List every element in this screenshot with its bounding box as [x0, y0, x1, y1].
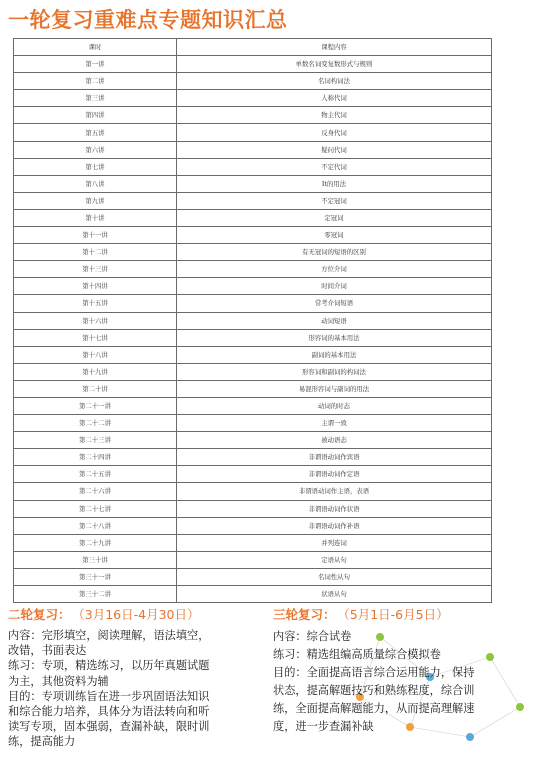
table-row	[14, 278, 492, 295]
table-row	[14, 415, 492, 432]
third-round-title	[273, 605, 498, 623]
lesson-cell: 第八讲	[14, 175, 177, 192]
lesson-cell: 第二十九讲	[14, 534, 177, 551]
table-row	[14, 500, 492, 517]
third-round-dates: （5月1日-6月5日）	[343, 607, 449, 622]
lesson-cell: 第七讲	[14, 158, 177, 175]
content-cell: 不定冠词	[177, 192, 492, 209]
content-cell: 形容词的基本用法	[177, 329, 492, 346]
table-row	[14, 107, 492, 124]
second-round-review	[8, 605, 270, 750]
lesson-cell: 第十三讲	[14, 261, 177, 278]
content-cell: 非谓语动词作主语，表语	[177, 483, 492, 500]
third-round-review	[273, 605, 498, 736]
lesson-cell: 第十讲	[14, 209, 177, 226]
lesson-cell: 第九讲	[14, 192, 177, 209]
review2-line: 为主，其他资料为辅	[8, 674, 109, 688]
content-cell: It的用法	[177, 175, 492, 192]
content-cell: 动词的时态	[177, 397, 492, 414]
lesson-cell: 第十七讲	[14, 329, 177, 346]
course-table	[13, 38, 492, 603]
review3-line: 目的：全面提高语言综合运用能力，保持	[273, 666, 475, 679]
lesson-cell: 第十二讲	[14, 244, 177, 261]
content-cell: 主谓一致	[177, 415, 492, 432]
table-row	[14, 158, 492, 175]
content-cell: 物主代词	[177, 107, 492, 124]
second-round-title	[8, 605, 270, 623]
table-row	[14, 346, 492, 363]
review3-line: 练，全面提高解题能力，从而提高理解速	[273, 702, 475, 715]
content-cell: 零冠词	[177, 227, 492, 244]
table-row	[14, 397, 492, 414]
lesson-cell: 第二讲	[14, 73, 177, 90]
lesson-cell: 第二十三讲	[14, 432, 177, 449]
table-row	[14, 432, 492, 449]
second-round-dates: （3月16日-4月30日）	[78, 607, 200, 622]
table-row	[14, 517, 492, 534]
lesson-cell: 第十四讲	[14, 278, 177, 295]
table-row	[14, 329, 492, 346]
lesson-cell: 第二十八讲	[14, 517, 177, 534]
content-cell: 名词性从句	[177, 568, 492, 585]
third-round-body	[273, 628, 498, 736]
lesson-cell: 第十八讲	[14, 346, 177, 363]
content-cell: 非谓语动词作补语	[177, 517, 492, 534]
table-row	[14, 124, 492, 141]
table-row	[14, 312, 492, 329]
lesson-cell: 第二十六讲	[14, 483, 177, 500]
table-row	[14, 141, 492, 158]
content-cell: 定语从句	[177, 551, 492, 568]
table-row	[14, 227, 492, 244]
table-row	[14, 209, 492, 226]
content-cell: 动词短语	[177, 312, 492, 329]
table-row	[14, 73, 492, 90]
lesson-cell: 第二十七讲	[14, 500, 177, 517]
lesson-cell: 第三十一讲	[14, 568, 177, 585]
content-cell: 方位介词	[177, 261, 492, 278]
table-row	[14, 192, 492, 209]
review2-line: 练习：专项，精选练习，以历年真题试题	[8, 659, 210, 673]
review2-line: 练，提高能力	[8, 735, 76, 749]
second-round-heading: 二轮复习：	[8, 607, 71, 622]
table-row	[14, 90, 492, 107]
lesson-cell: 第一讲	[14, 56, 177, 73]
lesson-cell: 第四讲	[14, 107, 177, 124]
content-cell: 反身代词	[177, 124, 492, 141]
content-cell: 名词构词法	[177, 73, 492, 90]
lesson-cell: 第二十讲	[14, 380, 177, 397]
content-cell: 非谓语动词作定语	[177, 466, 492, 483]
table-row	[14, 295, 492, 312]
third-round-heading: 三轮复习：	[273, 607, 336, 622]
review2-line: 和综合能力培养，具体分为语法转向和听	[8, 705, 210, 719]
table-body	[14, 56, 492, 603]
content-cell: 状语从句	[177, 586, 492, 603]
lesson-cell: 第二十四讲	[14, 449, 177, 466]
page-title: 一轮复习重难点专题知识汇总	[8, 8, 288, 32]
content-cell: 非谓语动词作状语	[177, 500, 492, 517]
content-cell: 易混形容词与副词的用法	[177, 380, 492, 397]
review-section	[0, 597, 500, 749]
table-row	[14, 483, 492, 500]
content-cell: 时间介词	[177, 278, 492, 295]
table-header-row	[14, 39, 492, 56]
content-cell: 并列连词	[177, 534, 492, 551]
content-cell: 人称代词	[177, 90, 492, 107]
table-row	[14, 244, 492, 261]
lesson-cell: 第十一讲	[14, 227, 177, 244]
lesson-cell: 第三十二讲	[14, 586, 177, 603]
lesson-cell: 第二十二讲	[14, 415, 177, 432]
content-cell: 有无冠词的短语的区别	[177, 244, 492, 261]
lesson-cell: 第十九讲	[14, 363, 177, 380]
table-row	[14, 175, 492, 192]
table-row	[14, 551, 492, 568]
deco-dot	[516, 703, 524, 711]
review3-line: 内容：综合试卷	[273, 630, 352, 643]
table-row	[14, 568, 492, 585]
review3-line: 状态，提高解题技巧和熟练程度，综合训	[273, 684, 475, 697]
content-cell: 疑问代词	[177, 141, 492, 158]
table-row	[14, 380, 492, 397]
header-lesson: 课时	[14, 39, 177, 56]
review3-line: 练习：精选组编高质量综合模拟卷	[273, 648, 441, 661]
review2-line: 读写专项，固本强弱，查漏补缺，限时训	[8, 720, 210, 734]
header-content: 课程内容	[177, 39, 492, 56]
review3-line: 度，进一步查漏补缺	[273, 720, 374, 733]
course-table-container	[13, 38, 492, 603]
content-cell: 副词的基本用法	[177, 346, 492, 363]
content-cell: 单数名词变复数形式与规则	[177, 56, 492, 73]
table-row	[14, 261, 492, 278]
content-cell: 定冠词	[177, 209, 492, 226]
review2-line: 内容：完形填空，阅读理解，语法填空，	[8, 629, 210, 642]
second-round-body	[8, 628, 270, 750]
review2-line: 目的：专项训练旨在进一步巩固语法知识	[8, 689, 210, 703]
content-cell: 常考介词短语	[177, 295, 492, 312]
lesson-cell: 第三十讲	[14, 551, 177, 568]
table-row	[14, 56, 492, 73]
lesson-cell: 第三讲	[14, 90, 177, 107]
content-cell: 非谓语动词作宾语	[177, 449, 492, 466]
review2-line: 改错，书面表达	[8, 644, 87, 658]
table-row	[14, 466, 492, 483]
lesson-cell: 第十六讲	[14, 312, 177, 329]
content-cell: 被动语态	[177, 432, 492, 449]
content-cell: 形容词和副词的构词法	[177, 363, 492, 380]
table-row	[14, 449, 492, 466]
lesson-cell: 第六讲	[14, 141, 177, 158]
lesson-cell: 第十五讲	[14, 295, 177, 312]
lesson-cell: 第五讲	[14, 124, 177, 141]
content-cell: 不定代词	[177, 158, 492, 175]
lesson-cell: 第二十一讲	[14, 397, 177, 414]
table-row	[14, 363, 492, 380]
lesson-cell: 第二十五讲	[14, 466, 177, 483]
table-row	[14, 534, 492, 551]
